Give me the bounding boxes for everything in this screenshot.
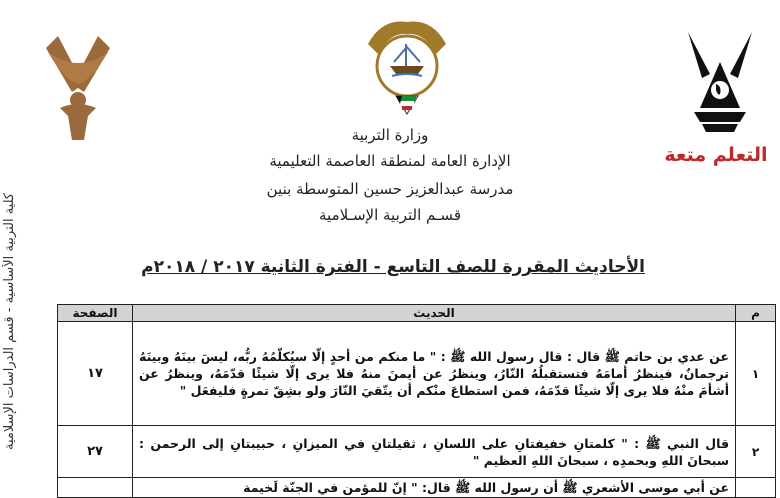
column-header-page: الصفحة: [58, 305, 133, 322]
learning-fun-logo: [680, 28, 760, 138]
row-number: ٢: [736, 426, 776, 478]
page-title: الأحاديث المقررة للصف التاسع - الفترة الثانية ٢٠١٧ / ٢٠١٨م: [141, 257, 645, 277]
hadith-table: [57, 304, 776, 498]
department-name: قسـم التربية الإسـلامية: [319, 206, 461, 224]
ministry-name: وزارة التربية: [351, 126, 429, 144]
book-logo: [40, 30, 116, 144]
motto-text: التعلم متعة: [664, 144, 768, 166]
table-row: [58, 478, 776, 498]
hadith-text: عن عدي بن حاتم ﷺ قال : قال رسول الله ﷺ : " ما منكم من أحدٍ إلّا سيُكلّمُهُ ربُّه، ليسَ بينَهُ وبينَهُ ترجمانٌ، فينظرُ أمامَهُ فتستقبلُهُ النّارُ، وينظرُ عن أيمنَ منهُ فلا يرى إلّا شيئًا قدّمَهُ، وينظرُ عن أشأمَ منْهُ فلا يرى إلّا شيئًا قدّمَهُ، فمن استطاعَ منْكم أن يتّقيَ النّارَ ولو بشِقّ تمرةٍ فليفعَل ": [133, 322, 736, 426]
page-number: [58, 478, 133, 498]
table-header-row: [58, 305, 776, 322]
eagle-africa-icon: [680, 28, 760, 138]
kuwait-emblem: [362, 14, 452, 122]
column-header-num: م: [736, 305, 776, 322]
book-logo-icon: [40, 30, 116, 144]
column-header-hadith: الحديث: [133, 305, 736, 322]
falcon-emblem-icon: [362, 14, 452, 122]
table-row: [58, 322, 776, 426]
table-row: [58, 426, 776, 478]
hadith-text: عن أبي موسى الأشعري ﷺ أن رسول الله ﷺ قال: " إنّ للمؤمن في الجنّة لَخيمة: [133, 478, 736, 498]
school-name: مدرسة عبدالعزيز حسين المتوسطة بنين: [266, 180, 514, 198]
row-number: [736, 478, 776, 498]
hadith-text: قال النبي ﷺ : " كلمتانِ خفيفتانِ على اللسانِ ، ثقيلتانِ في الميزانِ ، حبيبتانِ إلى الرحمن : سبحانَ اللهِ وبحمدِه ، سبحانَ اللهِ العظيم ": [133, 426, 736, 478]
row-number: ١: [736, 322, 776, 426]
directorate-name: الإدارة العامة لمنطقة العاصمة التعليمية: [269, 152, 511, 170]
page-number: ٢٧: [58, 426, 133, 478]
side-vertical-text: كلية التربية الأساسية - قسم الدراسات الإسلامية: [2, 192, 17, 451]
page-number: ١٧: [58, 322, 133, 426]
